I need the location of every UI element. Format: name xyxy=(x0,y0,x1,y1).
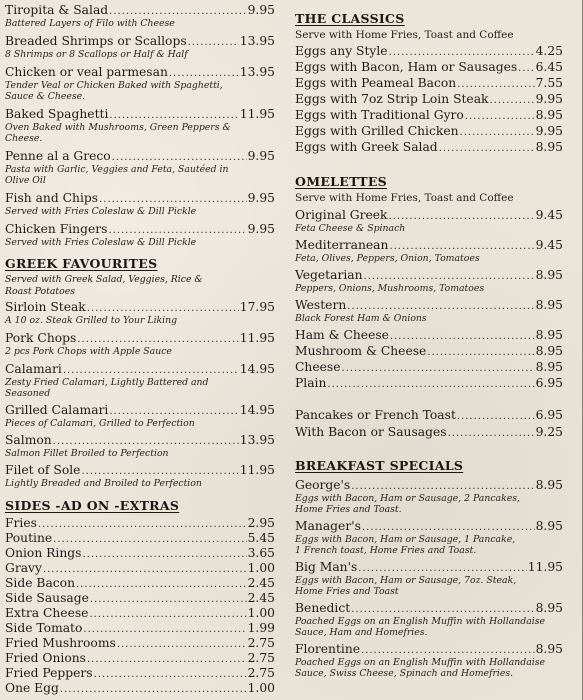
item-name: Western xyxy=(295,298,347,312)
item-name: Florentine xyxy=(295,642,361,656)
item-price: 2.75 xyxy=(247,651,275,665)
leader-dots xyxy=(362,520,535,535)
item-description: Pieces of Calamari, Grilled to Perfection xyxy=(5,418,195,429)
item-price: 9.95 xyxy=(247,149,275,163)
item-price: 8.95 xyxy=(535,268,563,282)
menu-item xyxy=(295,344,563,359)
item-description: Tender Veal or Chicken Baked with Spaghetti, xyxy=(5,80,223,91)
item-description: 1 French toast, Home Fries and Toast. xyxy=(295,545,477,556)
leader-dots xyxy=(351,479,534,494)
item-name: Fried Mushrooms xyxy=(5,636,116,650)
item-description: Battered Layers of Filo with Cheese xyxy=(5,18,175,29)
item-description: Poached Eggs on an English Muffin with Hollandaise xyxy=(295,657,545,668)
breakfast-specials-section xyxy=(295,458,563,679)
item-description: A 10 oz. Steak Grilled to Your Liking xyxy=(5,315,178,326)
leader-dots xyxy=(364,269,535,284)
leader-dots xyxy=(82,547,246,562)
item-name: Gravy xyxy=(5,561,42,575)
item-price: 8.95 xyxy=(535,108,563,122)
leader-dots xyxy=(112,150,247,165)
leader-dots xyxy=(109,404,238,419)
item-name: Side Bacon xyxy=(5,576,75,590)
item-name: Manager's xyxy=(295,519,361,533)
item-name: Sirloin Steak xyxy=(5,300,86,314)
leader-dots xyxy=(389,45,535,60)
item-price: 8.95 xyxy=(535,601,563,615)
leader-dots xyxy=(351,602,534,617)
item-name: Side Sausage xyxy=(5,591,89,605)
section-heading: SIDES -AD ON -EXTRAS xyxy=(5,498,180,513)
item-description: Sauce & Cheese. xyxy=(5,91,86,102)
menu-item xyxy=(5,222,275,248)
item-description: Peppers, Onions, Mushrooms, Tomatoes xyxy=(295,283,485,294)
mains-section xyxy=(5,3,275,248)
leader-dots xyxy=(109,108,238,123)
item-name: Eggs with Greek Salad xyxy=(295,140,438,154)
item-description: Olive Oil xyxy=(5,175,46,186)
sides-section xyxy=(5,498,275,696)
leader-dots xyxy=(188,35,239,50)
leader-dots xyxy=(341,361,534,376)
item-description: Pasta with Garlic, Veggies and Feta, Sautéed in xyxy=(5,164,229,175)
item-description: 2 pcs Pork Chops with Apple Sauce xyxy=(5,346,172,357)
menu-item xyxy=(5,362,275,399)
item-price: 1.99 xyxy=(247,621,275,635)
menu-item xyxy=(5,34,275,60)
side-item xyxy=(5,681,275,696)
section-heading: BREAKFAST SPECIALS xyxy=(295,458,464,473)
item-name: Eggs with Traditional Gyro xyxy=(295,108,464,122)
leader-dots xyxy=(427,345,534,360)
leader-dots xyxy=(99,192,247,207)
menu-item xyxy=(295,360,563,375)
leader-dots xyxy=(53,532,246,547)
menu-item xyxy=(295,268,563,294)
leader-dots xyxy=(389,239,534,254)
menu-item xyxy=(295,425,563,440)
item-name: Mediterranean xyxy=(295,238,389,252)
item-price: 1.00 xyxy=(247,606,275,620)
section-subtitle: Serve with Home Fries, Toast and Coffee xyxy=(295,192,514,204)
leader-dots xyxy=(94,667,247,682)
side-item xyxy=(5,651,275,666)
item-name: Cheese xyxy=(295,360,341,374)
menu-item xyxy=(5,3,275,29)
item-name: George's xyxy=(295,478,351,492)
item-price: 6.95 xyxy=(535,408,563,422)
item-price: 13.95 xyxy=(239,34,275,48)
item-price: 17.95 xyxy=(239,300,275,314)
item-name: Fries xyxy=(5,516,37,530)
item-price: 8.95 xyxy=(535,344,563,358)
menu-item xyxy=(5,149,275,186)
item-price: 8.95 xyxy=(535,519,563,533)
menu-item xyxy=(5,191,275,217)
item-description: Oven Baked with Mushrooms, Green Peppers & xyxy=(5,122,231,133)
item-name: Eggs with Grilled Chicken xyxy=(295,124,459,138)
item-name: Ham & Cheese xyxy=(295,328,389,342)
leader-dots xyxy=(77,332,238,347)
item-name: Fried Onions xyxy=(5,651,86,665)
item-price: 2.45 xyxy=(247,576,275,590)
leader-dots xyxy=(327,377,534,392)
item-name: Extra Cheese xyxy=(5,606,89,620)
item-name: Onion Rings xyxy=(5,546,82,560)
menu-item xyxy=(295,44,563,59)
item-name: Penne al a Greco xyxy=(5,149,111,163)
item-price: 8.95 xyxy=(535,360,563,374)
menu-item xyxy=(295,298,563,324)
item-price: 2.75 xyxy=(247,636,275,650)
item-price: 6.45 xyxy=(535,60,563,74)
section-heading: OMELETTES xyxy=(295,174,387,189)
side-item xyxy=(5,591,275,606)
leader-dots xyxy=(63,363,239,378)
item-price: 11.95 xyxy=(527,560,563,574)
side-item xyxy=(5,621,275,636)
item-description: Salmon Fillet Broiled to Perfection xyxy=(5,448,169,459)
leader-dots xyxy=(43,562,247,577)
classics-section xyxy=(295,11,563,155)
item-name: Chicken Fingers xyxy=(5,222,108,236)
section-subtitle: Served with Greek Salad, Veggies, Rice & xyxy=(5,274,203,285)
menu-item xyxy=(295,124,563,139)
leader-dots xyxy=(60,682,247,697)
item-price: 11.95 xyxy=(239,463,275,477)
leader-dots xyxy=(347,299,534,314)
item-price: 2.45 xyxy=(247,591,275,605)
item-description: Eggs with Bacon, Ham or Sausage, 1 Pancake, xyxy=(295,534,516,545)
item-price: 9.25 xyxy=(535,425,563,439)
item-price: 14.95 xyxy=(239,362,275,376)
item-name: Eggs with Bacon, Ham or Sausages xyxy=(295,60,518,74)
left-column xyxy=(5,0,275,696)
item-price: 13.95 xyxy=(239,65,275,79)
item-description: Cheese. xyxy=(5,133,43,144)
leader-dots xyxy=(76,577,247,592)
side-item xyxy=(5,561,275,576)
menu-item xyxy=(295,642,563,679)
item-description: Eggs with Bacon, Ham or Sausage, 2 Pancakes, xyxy=(295,493,520,504)
leader-dots xyxy=(448,426,535,441)
leader-dots xyxy=(87,301,239,316)
side-item xyxy=(5,576,275,591)
section-heading: GREEK FAVOURITES xyxy=(5,256,158,271)
item-description: Feta Cheese & Spinach xyxy=(295,223,406,234)
item-price: 2.75 xyxy=(247,666,275,680)
item-description: Sauce, Swiss Cheese, Spinach and Homefries. xyxy=(295,668,514,679)
item-description: Sauce, Ham and Homefries. xyxy=(295,627,428,638)
section-subtitle: Serve with Home Fries, Toast and Coffee xyxy=(295,29,514,41)
leader-dots xyxy=(38,517,247,532)
item-price: 7.55 xyxy=(535,76,563,90)
side-item xyxy=(5,606,275,621)
menu-item xyxy=(5,300,275,326)
leader-dots xyxy=(81,464,238,479)
menu-item xyxy=(295,478,563,515)
menu-item xyxy=(295,238,563,264)
item-description: Served with Fries Coleslaw & Dill Pickle xyxy=(5,237,197,248)
item-price: 8.95 xyxy=(535,478,563,492)
menu-item xyxy=(295,376,563,391)
item-description: Feta, Olives, Peppers, Onion, Tomatoes xyxy=(295,253,480,264)
menu-item xyxy=(5,331,275,357)
right-column xyxy=(295,0,563,679)
item-price: 5.45 xyxy=(247,531,275,545)
item-name: Pork Chops xyxy=(5,331,77,345)
item-price: 1.00 xyxy=(247,681,275,695)
leader-dots xyxy=(89,607,246,622)
menu-item xyxy=(295,76,563,91)
leader-dots xyxy=(460,125,535,140)
item-price: 3.65 xyxy=(247,546,275,560)
leader-dots xyxy=(117,637,247,652)
item-name: Plain xyxy=(295,376,327,390)
item-name: Chicken or veal parmesan xyxy=(5,65,168,79)
section-subtitle: Roast Potatoes xyxy=(5,286,75,297)
leader-dots xyxy=(358,561,526,576)
leader-dots xyxy=(389,209,535,224)
item-description: Home Fries and Toast xyxy=(295,586,399,597)
leader-dots xyxy=(518,61,534,76)
leader-dots xyxy=(390,329,535,344)
menu-item xyxy=(295,108,563,123)
item-price: 11.95 xyxy=(239,331,275,345)
side-item xyxy=(5,636,275,651)
item-name: Calamari xyxy=(5,362,62,376)
item-name: Original Greek xyxy=(295,208,388,222)
item-price: 9.95 xyxy=(535,92,563,106)
item-name: Poutine xyxy=(5,531,53,545)
item-price: 9.95 xyxy=(247,3,275,17)
leader-dots xyxy=(169,66,239,81)
item-price: 9.45 xyxy=(535,208,563,222)
leader-dots xyxy=(465,109,535,124)
menu-item xyxy=(295,60,563,75)
item-price: 8.95 xyxy=(535,328,563,342)
menu-item xyxy=(295,408,563,423)
item-description: Lightly Breaded and Broiled to Perfection xyxy=(5,478,202,489)
menu-item xyxy=(295,519,563,556)
menu-item xyxy=(295,328,563,343)
menu-item xyxy=(5,107,275,144)
item-price: 9.95 xyxy=(247,191,275,205)
item-price: 8.95 xyxy=(535,642,563,656)
leader-dots xyxy=(457,409,535,424)
item-price: 9.95 xyxy=(535,124,563,138)
menu-item xyxy=(295,92,563,107)
item-description: Poached Eggs on an English Muffin with Hollandaise xyxy=(295,616,545,627)
item-description: Home Fries and Toast. xyxy=(295,504,402,515)
item-price: 6.95 xyxy=(535,376,563,390)
item-name: Fish and Chips xyxy=(5,191,99,205)
item-name: One Egg xyxy=(5,681,59,695)
item-price: 14.95 xyxy=(239,403,275,417)
side-item xyxy=(5,516,275,531)
item-price: 1.00 xyxy=(247,561,275,575)
item-description: Served with Fries Coleslaw & Dill Pickle xyxy=(5,206,197,217)
leader-dots xyxy=(457,77,534,92)
item-name: Salmon xyxy=(5,433,52,447)
item-name: With Bacon or Sausages xyxy=(295,425,447,439)
leader-dots xyxy=(90,592,247,607)
item-name: Grilled Calamari xyxy=(5,403,109,417)
item-name: Tiropita & Salad xyxy=(5,3,109,17)
item-name: Big Man's xyxy=(295,560,358,574)
item-price: 9.45 xyxy=(535,238,563,252)
item-name: Eggs with 7oz Strip Loin Steak xyxy=(295,92,489,106)
item-description: Zesty Fried Calamari, Lightly Battered and xyxy=(5,377,209,388)
item-price: 8.95 xyxy=(535,298,563,312)
leader-dots xyxy=(53,434,239,449)
item-name: Eggs with Peameal Bacon xyxy=(295,76,457,90)
item-description: Eggs with Bacon, Ham or Sausage, 7oz. Steak, xyxy=(295,575,517,586)
item-name: Mushroom & Cheese xyxy=(295,344,427,358)
menu-item xyxy=(295,560,563,597)
item-price: 13.95 xyxy=(239,433,275,447)
item-price: 9.95 xyxy=(247,222,275,236)
item-price: 2.95 xyxy=(247,516,275,530)
item-name: Baked Spaghetti xyxy=(5,107,109,121)
menu-item xyxy=(5,65,275,102)
menu-item xyxy=(295,140,563,155)
item-description: Black Forest Ham & Onions xyxy=(295,313,427,324)
side-item xyxy=(5,666,275,681)
item-name: Eggs any Style xyxy=(295,44,388,58)
item-description: 8 Shrimps or 8 Scallops or Half & Half xyxy=(5,49,188,60)
menu-item xyxy=(295,601,563,638)
omelettes-section xyxy=(295,174,563,440)
menu-item xyxy=(5,433,275,459)
leader-dots xyxy=(108,223,246,238)
leader-dots xyxy=(83,622,246,637)
leader-dots xyxy=(87,652,247,667)
greek-favourites-section xyxy=(5,256,275,489)
item-name: Fried Peppers xyxy=(5,666,93,680)
menu-item xyxy=(5,463,275,489)
leader-dots xyxy=(490,93,535,108)
item-name: Vegetarian xyxy=(295,268,363,282)
side-item xyxy=(5,546,275,561)
item-name: Breaded Shrimps or Scallops xyxy=(5,34,187,48)
section-heading: THE CLASSICS xyxy=(295,11,405,26)
side-item xyxy=(5,531,275,546)
menu-item xyxy=(295,208,563,234)
menu-item xyxy=(5,403,275,429)
item-price: 11.95 xyxy=(239,107,275,121)
leader-dots xyxy=(361,643,535,658)
item-name: Pancakes or French Toast xyxy=(295,408,456,422)
leader-dots xyxy=(109,4,246,19)
item-price: 8.95 xyxy=(535,140,563,154)
item-name: Benedict xyxy=(295,601,351,615)
item-price: 4.25 xyxy=(535,44,563,58)
item-description: Seasoned xyxy=(5,388,51,399)
leader-dots xyxy=(439,141,535,156)
item-name: Side Tomato xyxy=(5,621,83,635)
item-name: Filet of Sole xyxy=(5,463,81,477)
